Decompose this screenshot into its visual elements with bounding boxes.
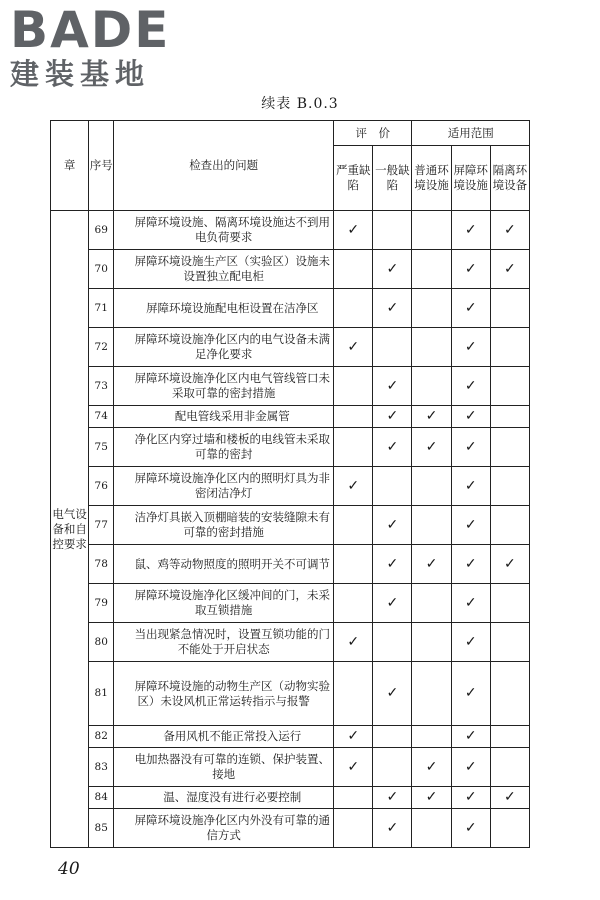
row-number: 79 bbox=[89, 584, 114, 623]
check-mark-icon: ✓ bbox=[386, 516, 399, 533]
inspection-table bbox=[50, 120, 530, 848]
table-row bbox=[51, 211, 530, 250]
issue-cell bbox=[114, 428, 334, 467]
table-row bbox=[51, 367, 530, 406]
issue-text: 屏障环境设施净化区内电气管线管口未采取可靠的密封措施 bbox=[134, 371, 331, 400]
issue-text: 洁净灯具嵌入顶棚暗装的安装缝隙未有可靠的密封措施 bbox=[134, 510, 331, 539]
table-row bbox=[51, 787, 530, 809]
flag-cell-barrier bbox=[451, 406, 490, 428]
header-barrier: 屏障环境设施 bbox=[451, 146, 490, 211]
issue-cell bbox=[114, 289, 334, 328]
issue-cell bbox=[114, 787, 334, 809]
flag-cell-ordinary bbox=[412, 506, 451, 545]
flag-cell-ordinary bbox=[412, 289, 451, 328]
table-row bbox=[51, 289, 530, 328]
check-mark-icon: ✓ bbox=[464, 377, 477, 394]
logo-chinese-name: 建装基地 bbox=[10, 57, 151, 91]
flag-cell-severe bbox=[334, 367, 373, 406]
check-mark-icon: ✓ bbox=[464, 516, 477, 533]
flag-cell-severe bbox=[334, 809, 373, 848]
row-number: 77 bbox=[89, 506, 114, 545]
flag-cell-isolation bbox=[490, 545, 529, 584]
check-mark-icon: ✓ bbox=[464, 685, 477, 701]
check-mark-icon: ✓ bbox=[347, 338, 360, 355]
check-mark-icon: ✓ bbox=[386, 408, 399, 424]
check-mark-icon: ✓ bbox=[464, 819, 477, 836]
flag-cell-isolation bbox=[490, 250, 529, 289]
table-row bbox=[51, 428, 530, 467]
header-general: 一般缺陷 bbox=[373, 146, 412, 211]
check-mark-icon: ✓ bbox=[386, 299, 399, 316]
check-mark-icon: ✓ bbox=[464, 338, 477, 355]
table-row bbox=[51, 506, 530, 545]
flag-cell-isolation bbox=[490, 584, 529, 623]
flag-cell-barrier bbox=[451, 506, 490, 545]
flag-cell-barrier bbox=[451, 662, 490, 726]
issue-cell bbox=[114, 367, 334, 406]
check-mark-icon: ✓ bbox=[386, 555, 399, 572]
flag-cell-severe bbox=[334, 328, 373, 367]
check-mark-icon: ✓ bbox=[425, 408, 438, 424]
issue-text: 温、湿度没有进行必要控制 bbox=[163, 790, 302, 804]
flag-cell-severe bbox=[334, 787, 373, 809]
check-mark-icon: ✓ bbox=[347, 633, 360, 650]
check-mark-icon: ✓ bbox=[425, 789, 438, 805]
issue-cell bbox=[114, 406, 334, 428]
flag-cell-ordinary bbox=[412, 584, 451, 623]
flag-cell-ordinary bbox=[412, 623, 451, 662]
check-mark-icon: ✓ bbox=[464, 728, 477, 744]
flag-cell-general bbox=[373, 289, 412, 328]
issue-text: 电加热器没有可靠的连锁、保护装置、接地 bbox=[134, 752, 331, 781]
table-row bbox=[51, 545, 530, 584]
header-isolation: 隔离环境设备 bbox=[490, 146, 529, 211]
issue-text: 屏障环境设施净化区缓冲间的门，未采取互锁措施 bbox=[134, 588, 331, 617]
table-row bbox=[51, 623, 530, 662]
flag-cell-ordinary bbox=[412, 428, 451, 467]
flag-cell-general bbox=[373, 809, 412, 848]
issue-cell bbox=[114, 662, 334, 726]
row-number: 70 bbox=[89, 250, 114, 289]
flag-cell-barrier bbox=[451, 623, 490, 662]
issue-text: 净化区内穿过墙和楼板的电线管未采取可靠的密封 bbox=[134, 432, 331, 461]
row-number: 78 bbox=[89, 545, 114, 584]
flag-cell-barrier bbox=[451, 545, 490, 584]
flag-cell-barrier bbox=[451, 726, 490, 748]
row-number: 74 bbox=[89, 406, 114, 428]
flag-cell-general bbox=[373, 428, 412, 467]
table-row bbox=[51, 748, 530, 787]
flag-cell-general bbox=[373, 623, 412, 662]
check-mark-icon: ✓ bbox=[386, 377, 399, 394]
flag-cell-barrier bbox=[451, 289, 490, 328]
issue-cell bbox=[114, 623, 334, 662]
flag-cell-barrier bbox=[451, 211, 490, 250]
check-mark-icon: ✓ bbox=[464, 633, 477, 650]
flag-cell-general bbox=[373, 406, 412, 428]
check-mark-icon: ✓ bbox=[386, 819, 399, 836]
check-mark-icon: ✓ bbox=[464, 408, 477, 424]
issue-cell bbox=[114, 809, 334, 848]
row-number: 72 bbox=[89, 328, 114, 367]
flag-cell-ordinary bbox=[412, 748, 451, 787]
flag-cell-isolation bbox=[490, 467, 529, 506]
flag-cell-severe bbox=[334, 662, 373, 726]
check-mark-icon: ✓ bbox=[347, 758, 360, 775]
header-seq: 序号 bbox=[89, 121, 114, 211]
flag-cell-isolation bbox=[490, 809, 529, 848]
flag-cell-general bbox=[373, 250, 412, 289]
header-issue: 检查出的问题 bbox=[114, 121, 334, 211]
issue-text: 配电管线采用非金属管 bbox=[174, 409, 290, 423]
header-scope: 适用范围 bbox=[412, 121, 530, 146]
table-body bbox=[51, 211, 530, 848]
issue-text: 屏障环境设施配电柜设置在洁净区 bbox=[146, 300, 319, 315]
flag-cell-general bbox=[373, 584, 412, 623]
issue-cell bbox=[114, 584, 334, 623]
row-number: 75 bbox=[89, 428, 114, 467]
table-caption: 续表 B.0.3 bbox=[261, 96, 339, 112]
row-number: 80 bbox=[89, 623, 114, 662]
flag-cell-general bbox=[373, 367, 412, 406]
check-mark-icon: ✓ bbox=[464, 594, 477, 611]
flag-cell-barrier bbox=[451, 467, 490, 506]
issue-cell bbox=[114, 328, 334, 367]
flag-cell-ordinary bbox=[412, 726, 451, 748]
flag-cell-severe bbox=[334, 748, 373, 787]
table-row bbox=[51, 809, 530, 848]
flag-cell-barrier bbox=[451, 809, 490, 848]
issue-cell bbox=[114, 506, 334, 545]
issue-cell bbox=[114, 467, 334, 506]
flag-cell-isolation bbox=[490, 289, 529, 328]
issue-text: 当出现紧急情况时，设置互锁功能的门不能处于开启状态 bbox=[134, 627, 331, 656]
row-number: 83 bbox=[89, 748, 114, 787]
flag-cell-general bbox=[373, 545, 412, 584]
flag-cell-severe bbox=[334, 584, 373, 623]
table-row bbox=[51, 250, 530, 289]
flag-cell-severe bbox=[334, 726, 373, 748]
flag-cell-severe bbox=[334, 623, 373, 662]
flag-cell-ordinary bbox=[412, 328, 451, 367]
check-mark-icon: ✓ bbox=[425, 758, 438, 775]
table-row bbox=[51, 328, 530, 367]
header-chapter: 章 bbox=[51, 121, 89, 211]
check-mark-icon: ✓ bbox=[464, 299, 477, 316]
flag-cell-severe bbox=[334, 506, 373, 545]
flag-cell-general bbox=[373, 787, 412, 809]
flag-cell-general bbox=[373, 467, 412, 506]
check-mark-icon: ✓ bbox=[504, 555, 516, 572]
header-evaluation: 评 价 bbox=[334, 121, 412, 146]
check-mark-icon: ✓ bbox=[386, 594, 399, 611]
issue-text: 屏障环境设施净化区内的电气设备未满足净化要求 bbox=[134, 332, 331, 361]
flag-cell-isolation bbox=[490, 748, 529, 787]
table-row bbox=[51, 584, 530, 623]
issue-cell bbox=[114, 545, 334, 584]
flag-cell-general bbox=[373, 328, 412, 367]
issue-text: 屏障环境设施净化区内外没有可靠的通信方式 bbox=[134, 813, 331, 842]
row-number: 82 bbox=[89, 726, 114, 748]
flag-cell-isolation bbox=[490, 662, 529, 726]
flag-cell-isolation bbox=[490, 367, 529, 406]
issue-cell bbox=[114, 726, 334, 748]
flag-cell-isolation bbox=[490, 506, 529, 545]
row-number: 69 bbox=[89, 211, 114, 250]
check-mark-icon: ✓ bbox=[386, 438, 399, 455]
bade-logo bbox=[10, 1, 180, 92]
check-mark-icon: ✓ bbox=[386, 260, 399, 277]
flag-cell-severe bbox=[334, 289, 373, 328]
table-row bbox=[51, 406, 530, 428]
flag-cell-ordinary bbox=[412, 367, 451, 406]
row-number: 85 bbox=[89, 809, 114, 848]
check-mark-icon: ✓ bbox=[504, 260, 516, 277]
flag-cell-barrier bbox=[451, 428, 490, 467]
check-mark-icon: ✓ bbox=[464, 438, 477, 455]
flag-cell-barrier bbox=[451, 584, 490, 623]
flag-cell-isolation bbox=[490, 726, 529, 748]
flag-cell-isolation bbox=[490, 211, 529, 250]
table-row bbox=[51, 662, 530, 726]
check-mark-icon: ✓ bbox=[504, 221, 516, 238]
check-mark-icon: ✓ bbox=[464, 260, 477, 277]
check-mark-icon: ✓ bbox=[464, 758, 477, 775]
row-number: 84 bbox=[89, 787, 114, 809]
flag-cell-severe bbox=[334, 428, 373, 467]
check-mark-icon: ✓ bbox=[347, 221, 360, 238]
flag-cell-barrier bbox=[451, 328, 490, 367]
logo-wordmark: BADE bbox=[10, 1, 171, 59]
row-number: 81 bbox=[89, 662, 114, 726]
flag-cell-isolation bbox=[490, 787, 529, 809]
flag-cell-ordinary bbox=[412, 250, 451, 289]
check-mark-icon: ✓ bbox=[464, 477, 477, 494]
issue-text: 备用风机不能正常投入运行 bbox=[163, 729, 302, 743]
check-mark-icon: ✓ bbox=[386, 685, 399, 701]
flag-cell-barrier bbox=[451, 787, 490, 809]
issue-text: 屏障环境设施净化区内的照明灯具为非密闭洁净灯 bbox=[134, 471, 331, 500]
check-mark-icon: ✓ bbox=[504, 789, 516, 805]
flag-cell-general bbox=[373, 748, 412, 787]
table-row bbox=[51, 467, 530, 506]
flag-cell-severe bbox=[334, 545, 373, 584]
issue-text: 屏障环境设施、隔离环境设施达不到用电负荷要求 bbox=[134, 215, 331, 244]
header-ordinary: 普通环境设施 bbox=[412, 146, 451, 211]
check-mark-icon: ✓ bbox=[347, 728, 360, 744]
flag-cell-barrier bbox=[451, 367, 490, 406]
flag-cell-isolation bbox=[490, 328, 529, 367]
issue-text: 屏障环境设施生产区（实验区）设施未设置独立配电柜 bbox=[134, 254, 331, 283]
issue-cell bbox=[114, 748, 334, 787]
flag-cell-general bbox=[373, 506, 412, 545]
flag-cell-severe bbox=[334, 250, 373, 289]
flag-cell-severe bbox=[334, 406, 373, 428]
flag-cell-general bbox=[373, 726, 412, 748]
flag-cell-ordinary bbox=[412, 809, 451, 848]
flag-cell-barrier bbox=[451, 250, 490, 289]
flag-cell-ordinary bbox=[412, 406, 451, 428]
flag-cell-general bbox=[373, 662, 412, 726]
check-mark-icon: ✓ bbox=[386, 789, 399, 805]
flag-cell-isolation bbox=[490, 406, 529, 428]
flag-cell-barrier bbox=[451, 748, 490, 787]
check-mark-icon: ✓ bbox=[347, 477, 360, 494]
page-number: 40 bbox=[58, 859, 80, 879]
flag-cell-ordinary bbox=[412, 662, 451, 726]
check-mark-icon: ✓ bbox=[464, 221, 477, 238]
flag-cell-ordinary bbox=[412, 211, 451, 250]
flag-cell-ordinary bbox=[412, 467, 451, 506]
check-mark-icon: ✓ bbox=[425, 438, 438, 455]
header-severe: 严重缺陷 bbox=[334, 146, 373, 211]
flag-cell-severe bbox=[334, 211, 373, 250]
flag-cell-severe bbox=[334, 467, 373, 506]
flag-cell-general bbox=[373, 211, 412, 250]
row-number: 73 bbox=[89, 367, 114, 406]
flag-cell-ordinary bbox=[412, 787, 451, 809]
check-mark-icon: ✓ bbox=[464, 555, 477, 572]
issue-text: 鼠、鸡等动物照度的照明开关不可调节 bbox=[134, 556, 331, 571]
issue-cell bbox=[114, 250, 334, 289]
chapter-cell: 电气设备和自控要求 bbox=[51, 211, 89, 848]
row-number: 71 bbox=[89, 289, 114, 328]
flag-cell-isolation bbox=[490, 428, 529, 467]
issue-text: 屏障环境设施的动物生产区（动物实验区）未设风机正常运转指示与报警 bbox=[134, 678, 331, 708]
check-mark-icon: ✓ bbox=[425, 555, 438, 572]
table-row bbox=[51, 726, 530, 748]
check-mark-icon: ✓ bbox=[464, 789, 477, 805]
flag-cell-isolation bbox=[490, 623, 529, 662]
flag-cell-ordinary bbox=[412, 545, 451, 584]
row-number: 76 bbox=[89, 467, 114, 506]
issue-cell bbox=[114, 211, 334, 250]
